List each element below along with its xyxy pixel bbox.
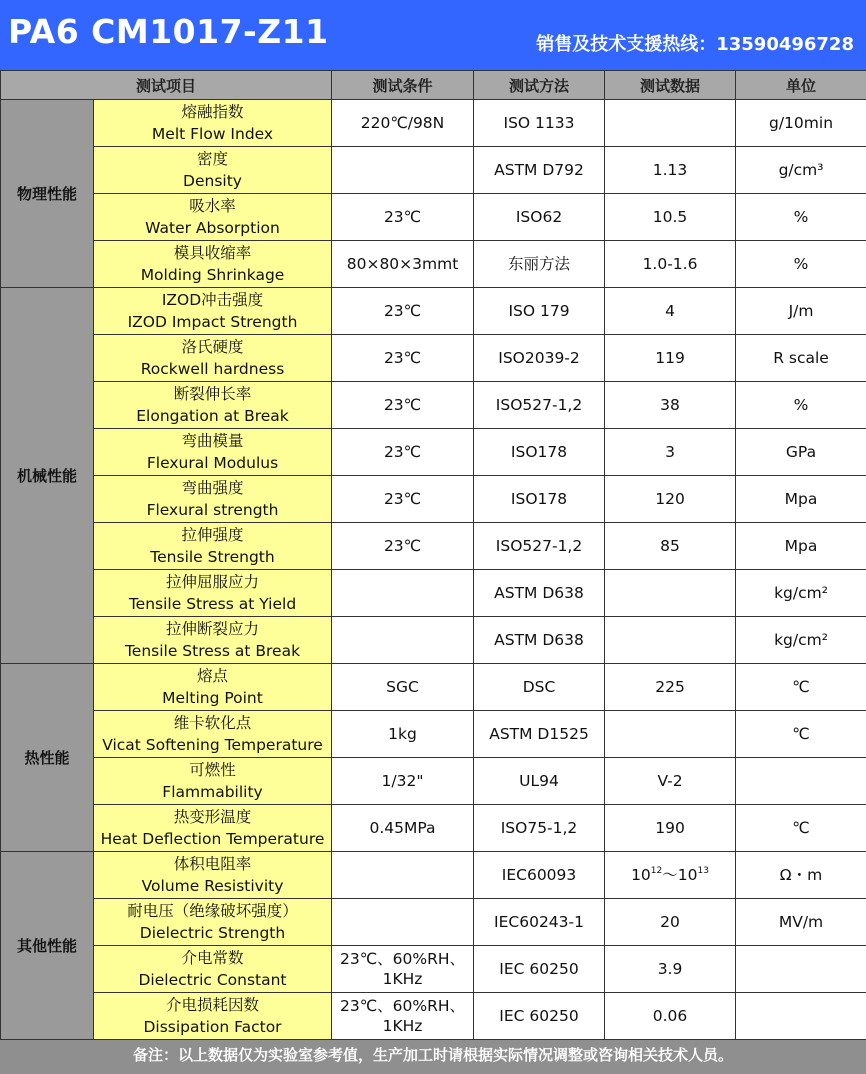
method-cell: IEC 60250 xyxy=(474,993,605,1040)
unit-cell: GPa xyxy=(736,429,866,476)
table-header-row xyxy=(1,71,866,100)
condition-cell xyxy=(332,617,474,664)
page-title: PA6 CM1017-Z11 xyxy=(8,12,329,51)
resistivity-base-low: 10 xyxy=(631,866,651,884)
unit-cell: J/m xyxy=(736,288,866,335)
item-en: Flexural strength xyxy=(146,501,279,519)
item-en: Molding Shrinkage xyxy=(140,266,285,284)
condition-cell: 1/32" xyxy=(332,758,474,805)
item-en: Tensile Stress at Yield xyxy=(128,595,297,613)
category-mechanical: 机械性能 xyxy=(1,288,94,664)
condition-cell: 1kg xyxy=(332,711,474,758)
sales-hotline: 销售及技术支援热线：13590496728 xyxy=(536,34,854,55)
method-cell: DSC xyxy=(474,664,605,711)
data-cell: V-2 xyxy=(605,758,736,805)
method-cell: ASTM D792 xyxy=(474,147,605,194)
table-row xyxy=(1,805,866,852)
item-zh: 熔融指数 xyxy=(181,103,244,121)
unit-cell xyxy=(736,946,866,993)
data-cell: 1.13 xyxy=(605,147,736,194)
data-cell xyxy=(605,100,736,147)
item-cell xyxy=(94,664,332,711)
item-cell xyxy=(94,899,332,946)
table-row xyxy=(1,382,866,429)
category-thermal: 热性能 xyxy=(1,664,94,852)
item-zh: 介电损耗因数 xyxy=(166,996,260,1014)
table-row xyxy=(1,523,866,570)
unit-cell: kg/cm² xyxy=(736,617,866,664)
data-cell xyxy=(605,711,736,758)
condition-cell: 23℃ xyxy=(332,194,474,241)
table-row xyxy=(1,664,866,711)
item-zh: 弯曲强度 xyxy=(181,479,244,497)
condition-cell: 220℃/98N xyxy=(332,100,474,147)
item-cell xyxy=(94,476,332,523)
condition-cell: 23℃ xyxy=(332,476,474,523)
unit-cell xyxy=(736,993,866,1040)
condition-cell xyxy=(332,852,474,899)
item-en: Melt Flow Index xyxy=(151,125,274,143)
condition-cell: 23℃ xyxy=(332,335,474,382)
item-zh: 体积电阻率 xyxy=(173,855,252,873)
table-row xyxy=(1,429,866,476)
condition-line-1: 23℃、60%RH、 xyxy=(340,997,466,1015)
table-row xyxy=(1,335,866,382)
item-en: Rockwell hardness xyxy=(140,360,285,378)
data-cell xyxy=(605,570,736,617)
resistivity-separator: ～ xyxy=(662,866,678,884)
condition-cell xyxy=(332,570,474,617)
item-cell xyxy=(94,570,332,617)
unit-cell: ℃ xyxy=(736,664,866,711)
table-row xyxy=(1,100,866,147)
item-zh: 可燃性 xyxy=(189,761,236,779)
item-zh: 洛氏硬度 xyxy=(181,338,244,356)
unit-cell: Mpa xyxy=(736,523,866,570)
unit-cell: Ω・m xyxy=(736,852,866,899)
table-row xyxy=(1,241,866,288)
item-zh: 模具收缩率 xyxy=(173,244,252,262)
item-zh: 拉伸断裂应力 xyxy=(166,620,260,638)
item-en: Tensile Stress at Break xyxy=(124,642,301,660)
item-cell xyxy=(94,288,332,335)
item-en: Flexural Modulus xyxy=(146,454,279,472)
data-cell: 10.5 xyxy=(605,194,736,241)
table-row xyxy=(1,946,866,993)
category-other: 其他性能 xyxy=(1,852,94,1040)
condition-line-2: 1KHz xyxy=(382,1017,423,1035)
method-cell: ASTM D1525 xyxy=(474,711,605,758)
unit-cell: % xyxy=(736,382,866,429)
item-en: Tensile Strength xyxy=(150,548,275,566)
data-cell: 20 xyxy=(605,899,736,946)
item-en: Dielectric Strength xyxy=(139,924,286,942)
item-en: Volume Resistivity xyxy=(141,877,284,895)
resistivity-base-high: 10 xyxy=(677,866,698,884)
item-cell xyxy=(94,993,332,1040)
condition-cell: 23℃ xyxy=(332,523,474,570)
method-cell: ISO2039-2 xyxy=(474,335,605,382)
data-cell: 190 xyxy=(605,805,736,852)
item-cell xyxy=(94,523,332,570)
table-row xyxy=(1,288,866,335)
method-cell: ASTM D638 xyxy=(474,617,605,664)
category-physical: 物理性能 xyxy=(1,100,94,288)
table-row xyxy=(1,194,866,241)
data-cell: 85 xyxy=(605,523,736,570)
data-cell: 120 xyxy=(605,476,736,523)
unit-cell xyxy=(736,758,866,805)
item-cell xyxy=(94,758,332,805)
table-row xyxy=(1,476,866,523)
unit-cell: % xyxy=(736,241,866,288)
method-cell: IEC60093 xyxy=(474,852,605,899)
condition-cell: SGC xyxy=(332,664,474,711)
item-en: Water Absorption xyxy=(145,219,280,237)
unit-cell: % xyxy=(736,194,866,241)
header-test-method: 测试方法 xyxy=(474,71,605,100)
item-zh: 弯曲模量 xyxy=(181,432,244,450)
item-cell xyxy=(94,429,332,476)
item-en: Vicat Softening Temperature xyxy=(102,736,323,754)
condition-cell xyxy=(332,899,474,946)
table-row xyxy=(1,993,866,1040)
data-cell xyxy=(605,852,736,899)
item-cell xyxy=(94,382,332,429)
table-row xyxy=(1,899,866,946)
unit-cell: ℃ xyxy=(736,711,866,758)
item-zh: 耐电压（绝缘破坏强度） xyxy=(127,902,298,920)
method-cell: ISO178 xyxy=(474,476,605,523)
method-cell: IEC60243-1 xyxy=(474,899,605,946)
item-zh: IZOD冲击强度 xyxy=(161,291,264,309)
method-cell: IEC 60250 xyxy=(474,946,605,993)
method-cell: ASTM D638 xyxy=(474,570,605,617)
item-zh: 拉伸屈服应力 xyxy=(166,573,260,591)
unit-cell: R scale xyxy=(736,335,866,382)
item-zh: 介电常数 xyxy=(181,949,244,967)
method-cell: ISO75-1,2 xyxy=(474,805,605,852)
condition-cell: 23℃ xyxy=(332,382,474,429)
unit-cell: g/10min xyxy=(736,100,866,147)
item-cell xyxy=(94,241,332,288)
condition-line-1: 23℃、60%RH、 xyxy=(340,950,466,968)
data-cell: 0.06 xyxy=(605,993,736,1040)
header-unit: 单位 xyxy=(736,71,866,100)
item-zh: 断裂伸长率 xyxy=(173,385,252,403)
method-cell: 东丽方法 xyxy=(474,241,605,288)
item-cell xyxy=(94,194,332,241)
item-cell xyxy=(94,335,332,382)
item-zh: 熔点 xyxy=(197,667,229,685)
item-cell xyxy=(94,805,332,852)
item-cell xyxy=(94,852,332,899)
condition-cell xyxy=(332,993,474,1040)
unit-cell: g/cm³ xyxy=(736,147,866,194)
method-cell: ISO178 xyxy=(474,429,605,476)
page-header xyxy=(0,0,866,70)
item-cell xyxy=(94,946,332,993)
item-en: Dielectric Constant xyxy=(138,971,287,989)
item-en: Flammability xyxy=(162,783,263,801)
data-cell: 1.0-1.6 xyxy=(605,241,736,288)
data-cell: 38 xyxy=(605,382,736,429)
table-row xyxy=(1,617,866,664)
data-cell: 3.9 xyxy=(605,946,736,993)
unit-cell: ℃ xyxy=(736,805,866,852)
properties-table xyxy=(0,70,866,1040)
item-zh: 拉伸强度 xyxy=(181,526,244,544)
data-cell: 119 xyxy=(605,335,736,382)
footer-note: 备注：以上数据仅为实验室参考值，生产加工时请根据实际情况调整或咨询相关技术人员。 xyxy=(0,1040,866,1074)
item-en: Melting Point xyxy=(162,689,263,707)
method-cell: ISO 1133 xyxy=(474,100,605,147)
header-test-item: 测试项目 xyxy=(1,71,332,100)
condition-cell xyxy=(332,946,474,993)
item-en: Dissipation Factor xyxy=(143,1018,282,1036)
table-row xyxy=(1,147,866,194)
item-zh: 热变形温度 xyxy=(173,808,252,826)
item-cell xyxy=(94,147,332,194)
condition-cell: 80×80×3mmt xyxy=(332,241,474,288)
unit-cell: Mpa xyxy=(736,476,866,523)
item-cell xyxy=(94,617,332,664)
item-en: IZOD Impact Strength xyxy=(127,313,298,331)
method-cell: ISO 179 xyxy=(474,288,605,335)
item-en: Heat Deflection Temperature xyxy=(100,830,325,848)
unit-cell: MV/m xyxy=(736,899,866,946)
resistivity-exp-low: 12 xyxy=(650,866,663,876)
item-cell xyxy=(94,100,332,147)
item-zh: 密度 xyxy=(197,150,229,168)
data-cell: 3 xyxy=(605,429,736,476)
header-test-data: 测试数据 xyxy=(605,71,736,100)
table-row xyxy=(1,758,866,805)
item-cell xyxy=(94,711,332,758)
data-cell xyxy=(605,617,736,664)
item-zh: 吸水率 xyxy=(189,197,236,215)
item-en: Density xyxy=(183,172,242,190)
table-row xyxy=(1,711,866,758)
condition-cell: 23℃ xyxy=(332,288,474,335)
table-row xyxy=(1,570,866,617)
unit-cell: kg/cm² xyxy=(736,570,866,617)
item-zh: 维卡软化点 xyxy=(173,714,252,732)
table-row xyxy=(1,852,866,899)
method-cell: UL94 xyxy=(474,758,605,805)
resistivity-exp-high: 13 xyxy=(697,866,709,876)
method-cell: ISO62 xyxy=(474,194,605,241)
condition-line-2: 1KHz xyxy=(382,970,423,988)
condition-cell xyxy=(332,147,474,194)
data-cell: 4 xyxy=(605,288,736,335)
method-cell: ISO527-1,2 xyxy=(474,382,605,429)
item-en: Elongation at Break xyxy=(136,407,289,425)
condition-cell: 23℃ xyxy=(332,429,474,476)
method-cell: ISO527-1,2 xyxy=(474,523,605,570)
condition-cell: 0.45MPa xyxy=(332,805,474,852)
header-test-condition: 测试条件 xyxy=(332,71,474,100)
data-cell: 225 xyxy=(605,664,736,711)
